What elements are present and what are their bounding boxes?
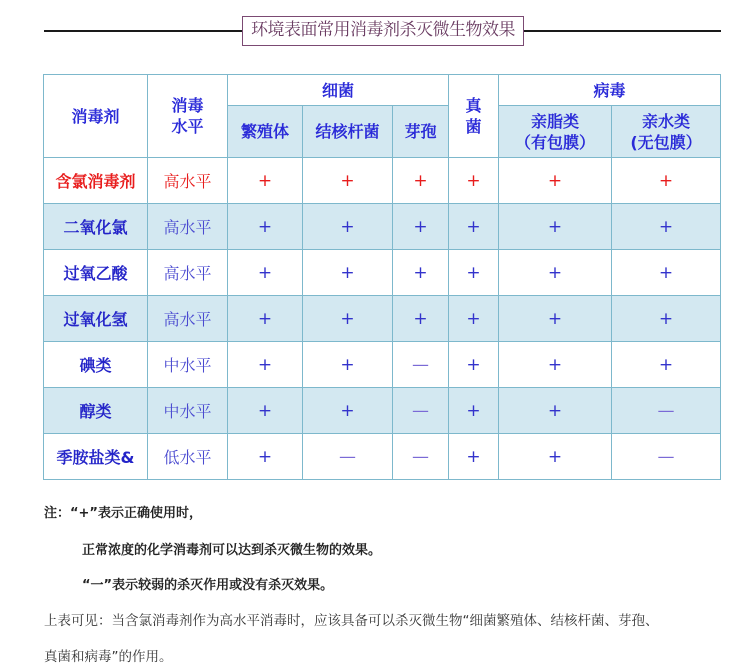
header-lipophilic <box>499 106 612 158</box>
table-body <box>44 158 721 480</box>
cell-tb: + <box>303 296 393 342</box>
cell-level: 高水平 <box>148 158 228 204</box>
cell-level: 高水平 <box>148 296 228 342</box>
cell-fungi: + <box>449 388 499 434</box>
header-spore: 芽孢 <box>393 106 449 158</box>
cell-tb: + <box>303 158 393 204</box>
summary-line-2: 真菌和病毒”的作用。 <box>44 649 173 665</box>
cell-hydrophilic: + <box>612 158 721 204</box>
cell-lipophilic: + <box>499 388 612 434</box>
cell-vegetative: + <box>228 434 303 480</box>
header-fungi-line2: 菌 <box>465 117 482 136</box>
cell-fungi: + <box>449 434 499 480</box>
cell-fungi: + <box>449 250 499 296</box>
cell-spore: — <box>393 388 449 434</box>
cell-fungi: + <box>449 204 499 250</box>
header-fungi <box>449 75 499 158</box>
cell-tb: — <box>303 434 393 480</box>
cell-lipophilic: + <box>499 434 612 480</box>
table-row <box>44 434 721 480</box>
page-title: 环境表面常用消毒剂杀灭微生物效果 <box>242 16 524 46</box>
header-agent: 消毒剂 <box>44 75 148 158</box>
cell-vegetative: + <box>228 158 303 204</box>
header-hydrophilic-line2: (无包膜） <box>630 132 702 152</box>
cell-hydrophilic: + <box>612 250 721 296</box>
cell-lipophilic: + <box>499 158 612 204</box>
cell-lipophilic: + <box>499 296 612 342</box>
disinfectant-effect-table <box>43 74 721 480</box>
cell-vegetative: + <box>228 250 303 296</box>
table-row <box>44 388 721 434</box>
cell-vegetative: + <box>228 388 303 434</box>
header-lipophilic-line1: 亲脂类 <box>530 111 579 131</box>
cell-hydrophilic: — <box>612 388 721 434</box>
header-level-line1: 消毒 <box>171 96 204 115</box>
cell-level: 高水平 <box>148 204 228 250</box>
note-line-3: “一”表示较弱的杀灭作用或没有杀灭效果。 <box>82 578 334 593</box>
header-hydrophilic-line1: 亲水类 <box>641 111 690 131</box>
summary-line-1: 上表可见：当含氯消毒剂作为高水平消毒时，应该具备可以杀灭微生物“细菌繁殖体、结核杆菌、芽孢、 <box>44 613 659 629</box>
table-row <box>44 296 721 342</box>
note-line-2: 正常浓度的化学消毒剂可以达到杀灭微生物的效果。 <box>82 543 382 558</box>
table-row <box>44 204 721 250</box>
table-row <box>44 250 721 296</box>
note-line-1: 注：“+”表示正确使用时， <box>44 506 202 521</box>
cell-lipophilic: + <box>499 250 612 296</box>
cell-agent: 含氯消毒剂 <box>44 158 148 204</box>
cell-level: 低水平 <box>148 434 228 480</box>
table-row <box>44 342 721 388</box>
cell-spore: + <box>393 250 449 296</box>
header-bacteria: 细菌 <box>228 75 449 106</box>
cell-agent: 二氧化氯 <box>44 204 148 250</box>
cell-level: 高水平 <box>148 250 228 296</box>
header-hydrophilic <box>612 106 721 158</box>
header-level <box>148 75 228 158</box>
cell-fungi: + <box>449 342 499 388</box>
cell-spore: + <box>393 296 449 342</box>
cell-agent: 醇类 <box>44 388 148 434</box>
cell-hydrophilic: + <box>612 204 721 250</box>
cell-vegetative: + <box>228 204 303 250</box>
cell-vegetative: + <box>228 342 303 388</box>
cell-lipophilic: + <box>499 204 612 250</box>
cell-agent: 过氧化氢 <box>44 296 148 342</box>
title-rule-left <box>44 30 242 32</box>
cell-tb: + <box>303 388 393 434</box>
cell-lipophilic: + <box>499 342 612 388</box>
cell-hydrophilic: + <box>612 342 721 388</box>
cell-level: 中水平 <box>148 342 228 388</box>
header-vegetative: 繁殖体 <box>228 106 303 158</box>
cell-hydrophilic: — <box>612 434 721 480</box>
header-lipophilic-line2: （有包膜） <box>514 132 595 152</box>
cell-tb: + <box>303 204 393 250</box>
header-tb: 结核杆菌 <box>303 106 393 158</box>
header-row-1 <box>44 75 721 106</box>
header-fungi-line1: 真 <box>465 96 482 115</box>
header-virus: 病毒 <box>499 75 721 106</box>
cell-spore: — <box>393 434 449 480</box>
cell-spore: + <box>393 158 449 204</box>
cell-agent: 过氧乙酸 <box>44 250 148 296</box>
cell-vegetative: + <box>228 296 303 342</box>
cell-fungi: + <box>449 158 499 204</box>
cell-tb: + <box>303 342 393 388</box>
cell-fungi: + <box>449 296 499 342</box>
cell-agent: 季胺盐类& <box>44 434 148 480</box>
cell-level: 中水平 <box>148 388 228 434</box>
title-rule-right <box>524 30 721 32</box>
cell-spore: + <box>393 204 449 250</box>
cell-spore: — <box>393 342 449 388</box>
cell-hydrophilic: + <box>612 296 721 342</box>
cell-tb: + <box>303 250 393 296</box>
table-row <box>44 158 721 204</box>
cell-agent: 碘类 <box>44 342 148 388</box>
header-level-line2: 水平 <box>171 117 204 136</box>
